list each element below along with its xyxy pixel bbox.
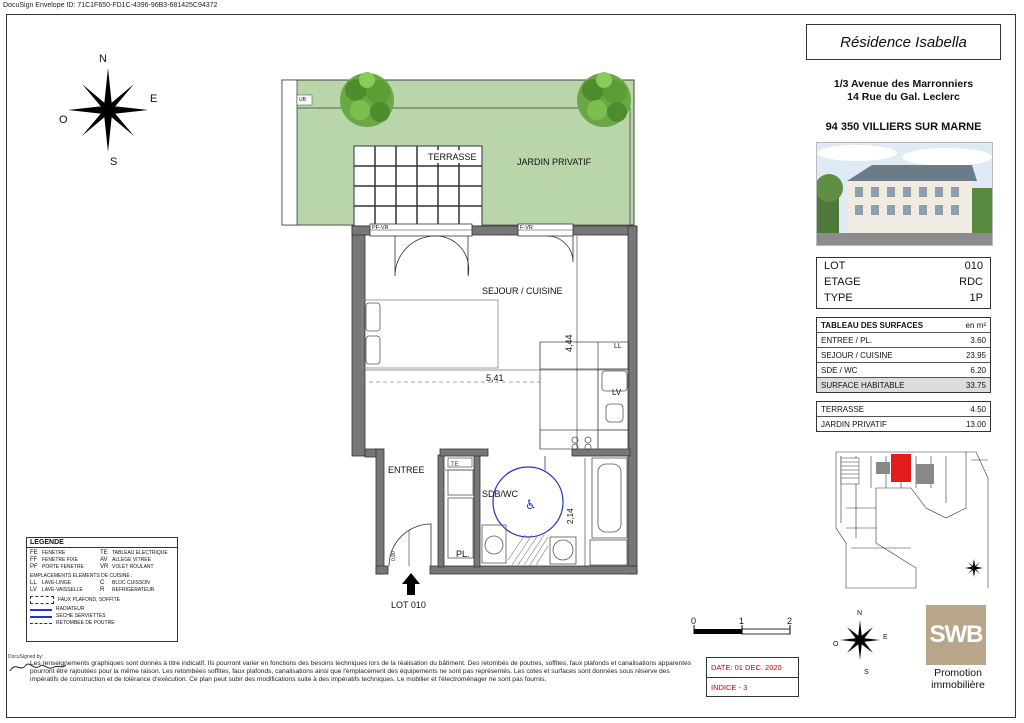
f-vr-label: F-VR [520, 225, 533, 231]
residence-title: Résidence Isabella [806, 24, 1001, 60]
surface-row: SDE / WC 6.20 [817, 363, 990, 378]
address-line-1: 1/3 Avenue des Marronniers [833, 78, 974, 90]
legend-retombee: RETOMBEE DE POUTRE [27, 620, 177, 627]
site-key-plan [816, 448, 991, 590]
legend-item: LV LAVE-VAISSELLE R REFRIGERATEUR [30, 587, 155, 593]
svg-text:♿: ♿ [525, 498, 537, 513]
promoter-line-2: immobilière [931, 679, 985, 691]
surface-row: ENTREE / PL. 3.60 [817, 333, 990, 348]
building-photo [816, 142, 993, 246]
pl-label: PL. [456, 549, 470, 559]
seche-swatch [30, 616, 52, 618]
terrasse-label: TERRASSE [428, 152, 477, 162]
compass-bottom-east: E [883, 634, 888, 641]
date-indice-box [706, 657, 799, 697]
dimension-541: 5,41 [486, 373, 504, 383]
legend-box [26, 537, 178, 642]
legend-item: FE FENETRE TE TABLEAU ELECTRIQUE [30, 550, 168, 556]
compass-rose-bottom [840, 610, 910, 680]
compass-bottom-north: N [857, 610, 863, 617]
promoter-logo-block [920, 605, 996, 700]
docusigned-by: DocuSigned by: [8, 654, 44, 660]
jardin-row: JARDIN PRIVATIF 13.00 [821, 419, 986, 429]
entry-arrow [402, 573, 420, 595]
entree-label: ENTREE [388, 465, 425, 475]
dimension-door: 0,90 [391, 551, 397, 561]
pf-vr-label: PF-VR [372, 225, 389, 231]
legend-faux-plafond: FAUX PLAFOND, SOFFITE [27, 596, 177, 604]
dimension-214: 2,14 [566, 508, 575, 524]
legend-item: LL LAVE-LINGE C BLOC CUISSON [30, 580, 150, 586]
terrasse-row: TERRASSE 4.50 [817, 402, 990, 417]
surface-row: SEJOUR / CUISINE 23.95 [817, 348, 990, 363]
legend-item: PF PORTE FENETRE VR VOLET ROULANT [30, 564, 154, 570]
compass-north-label: N [99, 53, 107, 65]
exterior-surfaces-table [816, 401, 991, 432]
radiateur-swatch [30, 609, 52, 611]
compass-south-label: S [110, 156, 118, 168]
etage-row: ETAGE RDC [824, 276, 983, 288]
sdb-label: SDB/WC [482, 489, 518, 499]
legend-item: FF FENETRE FIXE AV ALLEGE VITREE [30, 557, 151, 563]
retombee-swatch [30, 623, 52, 624]
docusign-envelope-id: DocuSign Envelope ID: 71C1F650-FD1C-4396-96B3-681425C94372 [3, 2, 218, 9]
scale-bar [694, 625, 790, 634]
promoter-line-1: Promotion [934, 667, 982, 679]
compass-bottom-south: S [864, 669, 869, 676]
lot-info-table [816, 257, 991, 309]
legend-seche: SECHE SERVIETTES [27, 613, 177, 620]
compass-rose-top [68, 68, 148, 152]
city-line: 94 350 VILLIERS SUR MARNE [825, 121, 982, 133]
lot-label: LOT 010 [391, 600, 426, 610]
surfaces-table [816, 317, 991, 393]
legend-radiateur: RADIATEUR [27, 606, 177, 613]
ll-label: LL [614, 343, 622, 350]
disclaimer-text: Les renseignements graphiques sont donnés à titre indicatif. Ils pourront varier en fonctions des besoins techniques lors de la réalisation du bâtiment. Des retombés de poutres, soffites, faux plafonds et canalisations apparentes pourront être rajoutées pour la même raison. Les retombées soffites, faux plafonds, canalisations ainsi que l'emplacement des équipements ne sont pas représentés. Les cotes et surfaces sont données sous réserve des impératifs de construction et de tolérance d'exécution. Ce plan peut subir des modifications suite à des impératifs techniques. Le mobilier et l'électroménager ne sont pas fournis. [30, 660, 692, 683]
date-field: DATE: 01 DEC. 2020 [707, 658, 798, 678]
indice-field: INDICE - 3 [711, 683, 748, 692]
scale-tick-1: 1 [739, 616, 745, 626]
address-line-2: 14 Rue du Gal. Leclerc [847, 91, 960, 103]
address-block [806, 78, 1001, 104]
compass-east-label: E [150, 93, 158, 105]
faux-plafond-swatch [30, 596, 54, 604]
ub-label: UB [299, 97, 306, 103]
jardin-label: JARDIN PRIVATIF [517, 157, 592, 167]
legend-equip-title: EMPLACEMENTS ELEMENTS DE CUISINE : [30, 573, 133, 579]
scale-tick-2: 2 [787, 616, 793, 626]
type-row: TYPE 1P [824, 292, 983, 304]
lv-label: LV [612, 388, 622, 397]
scale-tick-0: 0 [691, 616, 697, 626]
compass-bottom-west: O [833, 641, 839, 648]
promoter-logo: SWB [926, 605, 986, 665]
surfaces-header: TABLEAU DES SURFACES en m² [817, 318, 990, 333]
compass-west-label: O [59, 114, 68, 126]
sejour-label: SEJOUR / CUISINE [482, 286, 563, 296]
legend-title: LEGENDE [27, 538, 177, 548]
dimension-444: 4,44 [564, 334, 574, 352]
svg-text:TE: TE [451, 462, 459, 468]
surface-total-row: SURFACE HABITABLE 33.75 [817, 378, 990, 392]
lot-row: LOT 010 [824, 260, 983, 272]
